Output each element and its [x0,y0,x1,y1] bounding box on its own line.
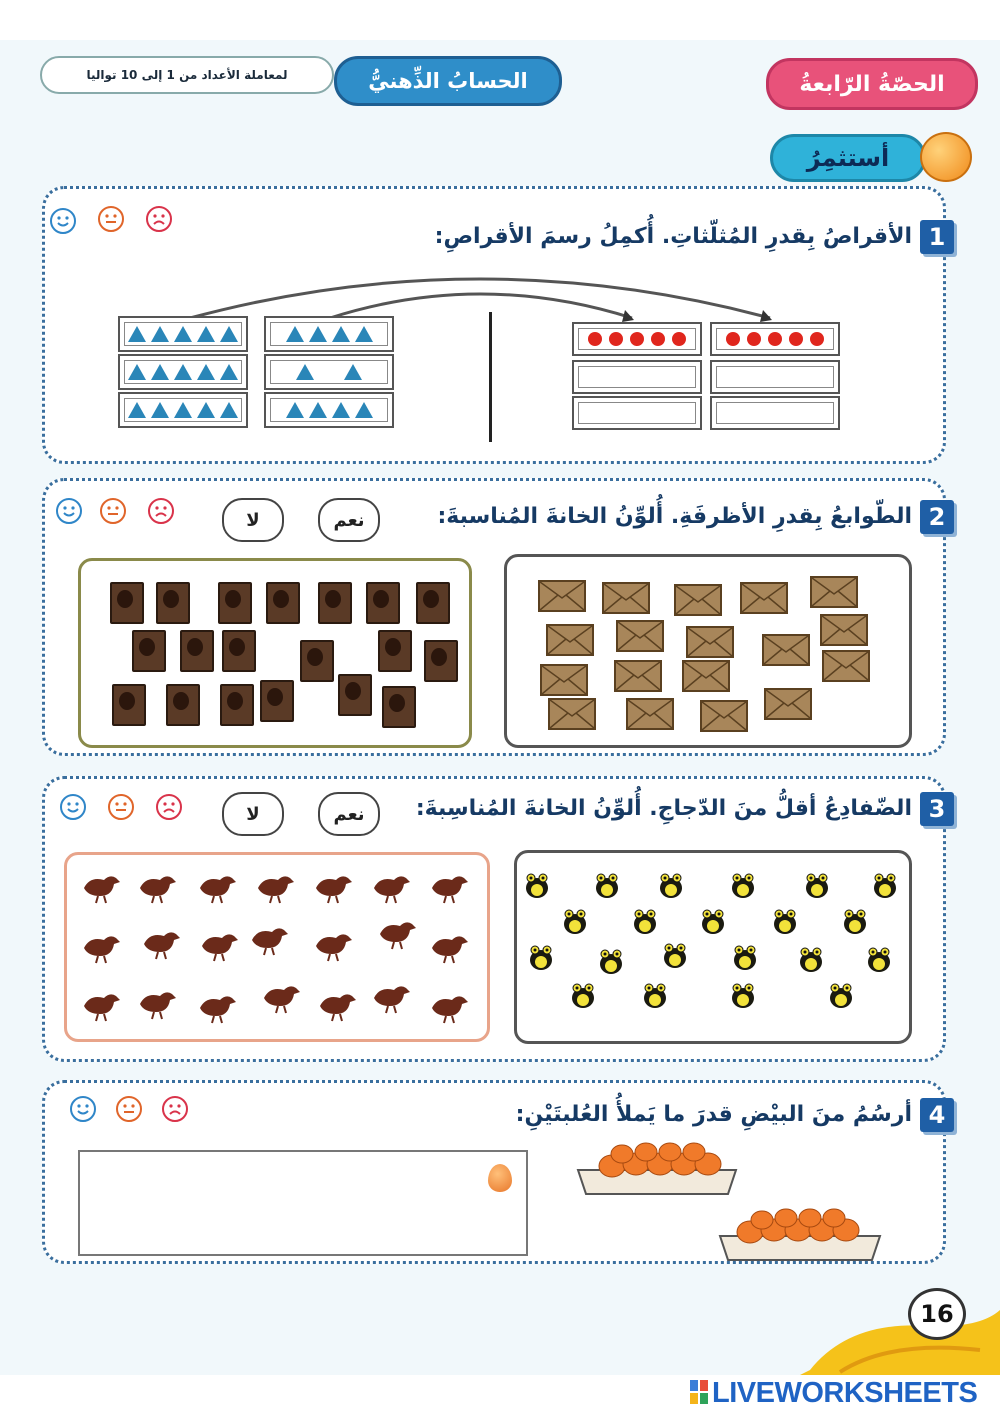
lesson-title: الحصّةُ الرّابعةُ [799,71,945,97]
envelope-icon [764,688,812,720]
smile-face-icon[interactable] [60,794,86,820]
hen-icon [260,980,302,1014]
egg-drawing-area[interactable] [78,1150,528,1256]
triangle-box [118,354,248,390]
stamp-icon [260,680,294,722]
activity-pill [770,134,926,182]
worksheet-page [0,40,1000,1375]
frog-icon [870,870,900,900]
triangle-box [264,354,394,390]
smile-face-icon[interactable] [70,1096,96,1122]
empty-disc-box[interactable] [710,396,840,430]
stamp-icon [382,686,416,728]
yes-choice[interactable]: نعم [318,498,380,542]
unit-subtitle-pill [40,56,334,94]
sad-face-icon[interactable] [156,794,182,820]
envelope-icon [626,698,674,730]
question-2-text: الطّوابعُ بِقدرِ الأظرفَةِ. أُلوِّنُ الخانةَ المُناسبةَ: [437,504,912,529]
question-3-number: 3 [920,792,954,826]
frog-icon [770,906,800,936]
frog-icon [656,870,686,900]
triangle-box [264,316,394,352]
neutral-face-icon[interactable] [116,1096,142,1122]
frog-icon [730,942,760,972]
envelope-icon [740,582,788,614]
hen-icon [196,870,238,904]
hen-icon [428,930,470,964]
frog-icon [728,980,758,1010]
frog-icon [522,870,552,900]
frog-icon [640,980,670,1010]
stamp-icon [218,582,252,624]
frogs-panel [514,850,912,1044]
hen-icon [370,870,412,904]
disc-box [572,322,702,356]
stamp-icon [318,582,352,624]
neutral-face-icon[interactable] [100,498,126,524]
frog-icon [592,870,622,900]
envelope-icon [820,614,868,646]
sad-face-icon[interactable] [146,206,172,232]
unit-subtitle: لمعاملة الأعداد من 1 إلى 10 تواليا [86,68,288,82]
envelope-icon [540,664,588,696]
egg-carton-icon [572,1140,742,1200]
question-3-text: الضّفادِعُ أقلُّ منَ الدّجاجِ. أُلوِّنُ الخانةَ المُناسِبةَ: [415,796,912,821]
stamp-icon [156,582,190,624]
hen-icon [428,990,470,1024]
watermark-text: LIVEWORKSHEETS [712,1377,978,1409]
unit-title-pill [334,56,562,106]
envelope-icon [686,626,734,658]
question-4-number: 4 [920,1098,954,1132]
triangle-box [118,316,248,352]
envelope-icon [810,576,858,608]
envelope-icon [682,660,730,692]
stamp-icon [378,630,412,672]
envelope-icon [700,700,748,732]
stamp-icon [416,582,450,624]
frog-icon [728,870,758,900]
question-4-text: أرسُمُ منَ البيْضِ قدرَ ما يَملأُ العُلبتَيْنِ: [515,1102,912,1127]
question-2-number: 2 [920,500,954,534]
empty-disc-box[interactable] [710,360,840,394]
hen-icon [248,922,290,956]
stamp-icon [166,684,200,726]
envelope-icon [614,660,662,692]
stamp-icon [132,630,166,672]
stamp-icon [338,674,372,716]
activity-bullet-icon [920,132,972,182]
stamp-icon [220,684,254,726]
triangle-box [118,392,248,428]
hen-icon [198,928,240,962]
hen-icon [136,870,178,904]
stamp-icon [366,582,400,624]
lesson-title-pill [766,58,978,110]
frog-icon [840,906,870,936]
hen-icon [316,988,358,1022]
hen-icon [312,928,354,962]
egg-carton-icon [714,1206,886,1266]
frog-icon [630,906,660,936]
neutral-face-icon[interactable] [98,206,124,232]
frog-icon [698,906,728,936]
envelope-icon [616,620,664,652]
stamp-icon [112,684,146,726]
hen-icon [376,916,418,950]
frog-icon [596,946,626,976]
envelope-icon [548,698,596,730]
hen-icon [80,930,122,964]
frog-icon [568,980,598,1010]
envelope-icon [546,624,594,656]
stamp-icon [424,640,458,682]
envelope-icon [674,584,722,616]
yes-choice[interactable]: نعم [318,792,380,836]
envelope-icon [822,650,870,682]
stamp-icon [266,582,300,624]
frog-icon [526,942,556,972]
stamp-icon [110,582,144,624]
hen-icon [370,980,412,1014]
frog-icon [864,944,894,974]
empty-disc-box[interactable] [572,360,702,394]
divider-line [489,312,492,442]
stamp-icon [222,630,256,672]
smile-face-icon[interactable] [50,208,76,234]
hen-icon [312,870,354,904]
hen-icon [80,870,122,904]
activity-title: أستثمِرُ [806,144,890,172]
triangle-box [264,392,394,428]
egg-icon [488,1164,512,1192]
envelope-icon [538,580,586,612]
smile-face-icon[interactable] [56,498,82,524]
page-corner-decoration [780,1280,1000,1375]
hen-icon [254,870,296,904]
question-1-text: الأقراصُ بِقدرِ المُثلّثاتِ. أُكمِلُ رسمَ الأقراصِ: [434,224,912,249]
hen-icon [428,870,470,904]
frog-icon [826,980,856,1010]
frog-icon [660,940,690,970]
page-number-badge [908,1288,966,1340]
disc-box [710,322,840,356]
page-number: 16 [920,1300,954,1328]
no-choice[interactable]: لا [222,498,284,542]
hen-icon [196,990,238,1024]
frog-icon [560,906,590,936]
frog-icon [796,944,826,974]
sad-face-icon[interactable] [148,498,174,524]
no-choice[interactable]: لا [222,792,284,836]
sad-face-icon[interactable] [162,1096,188,1122]
stamp-icon [180,630,214,672]
unit-title: الحسابُ الذِّهنيُّ [368,69,528,93]
envelope-icon [762,634,810,666]
stamp-icon [300,640,334,682]
hen-icon [80,988,122,1022]
question-1-number: 1 [920,220,954,254]
hen-icon [136,986,178,1020]
hen-icon [140,926,182,960]
neutral-face-icon[interactable] [108,794,134,820]
empty-disc-box[interactable] [572,396,702,430]
liveworksheets-logo-icon [690,1380,708,1404]
envelope-icon [602,582,650,614]
frog-icon [802,870,832,900]
